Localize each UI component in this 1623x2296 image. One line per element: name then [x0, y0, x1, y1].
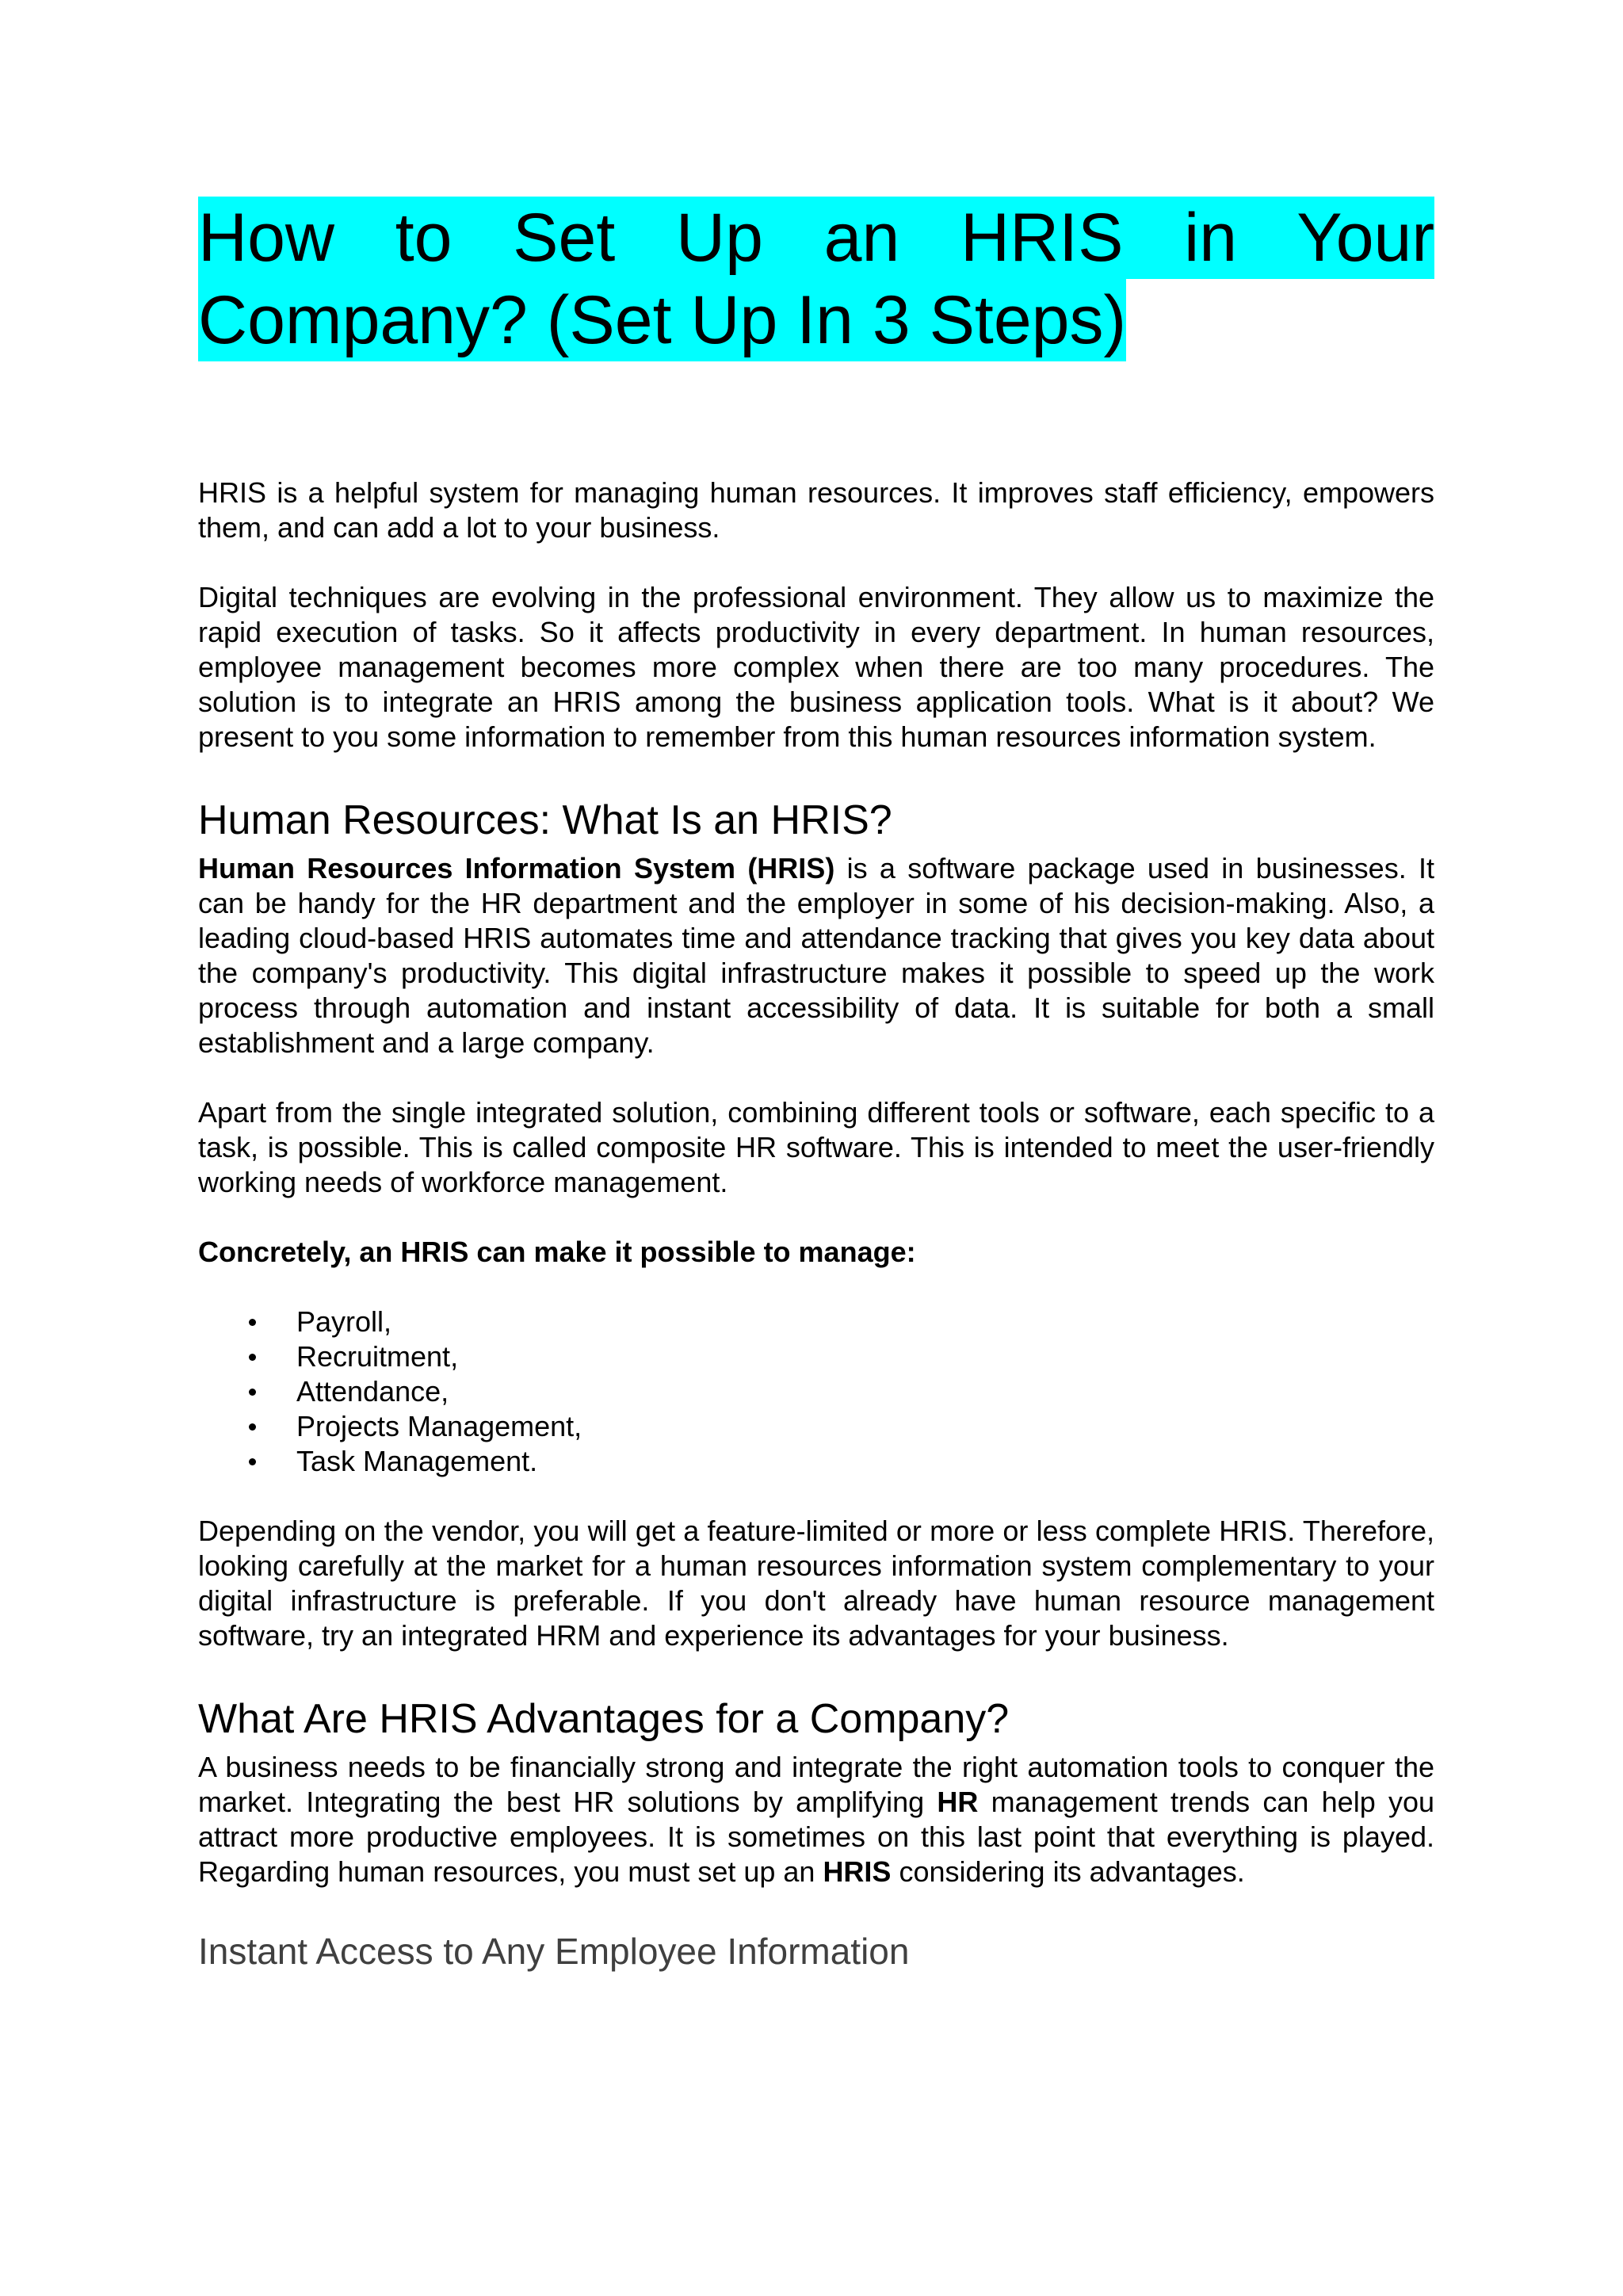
bullet-icon	[249, 1458, 256, 1465]
bullet-icon	[249, 1423, 256, 1431]
title-highlight: How to Set Up an HRIS in Your Company? (Set Up In 3 Steps)	[198, 197, 1434, 361]
list-intro: Concretely, an HRIS can make it possible to manage:	[198, 1236, 916, 1268]
list-item-label: Attendance,	[296, 1375, 449, 1408]
manage-list	[198, 1305, 1434, 1479]
intro-paragraph-1: HRIS is a helpful system for managing human resources. It improves staff efficiency, empowers them, and can add a lot to your business.	[198, 476, 1434, 544]
subheading-instant-access: Instant Access to Any Employee Information	[198, 1931, 910, 1972]
bullet-icon	[249, 1319, 256, 1326]
advantages-text-a: A business needs to be financially strong and integrate the right automation tools to conquer the market. Integrating the best HR solutions by amplifying	[198, 1751, 1434, 1818]
section-heading-what-is-hris: Human Resources: What Is an HRIS?	[198, 797, 892, 843]
bullet-icon	[249, 1389, 256, 1396]
list-item-label: Payroll,	[296, 1305, 392, 1338]
hris-definition-text: is a software package used in businesses. It can be handy for the HR department and the employer in some of his decision-making. Also, a leading cloud-based HRIS automates time and attendance tracking that gives you key data about the company's productivity. This digital infrastructure makes it possible to speed up the work process through automation and instant accessibility of data. It is suitable for both a small establishment and a large company.	[198, 852, 1434, 1059]
list-item-label: Recruitment,	[296, 1340, 459, 1373]
advantages-text-c: management trends can help you attract more productive employees. It is sometimes on this last point that everything is played. Regarding human resources, you must set up an	[198, 1786, 1435, 1888]
section1-paragraph-2: Apart from the single integrated solution, combining different tools or software, each specific to a task, is possible. This is called composite HR software. This is intended to meet the user-friendly working needs of workforce management.	[198, 1096, 1434, 1198]
section1-paragraph-3: Depending on the vendor, you will get a feature-limited or more or less complete HRIS. Therefore, looking carefully at the market for a human resources information system complementary to your digital infrastructure is preferable. If you don't already have human resource management software, try an integrated HRM and experience its advantages for your business.	[198, 1515, 1434, 1652]
list-item	[198, 1305, 1434, 1339]
intro-paragraph-2: Digital techniques are evolving in the professional environment. They allow us to maximize the rapid execution of tasks. So it affects productivity in every department. In human resources, employee management becomes more complex when there are too many procedures. The solution is to integrate an HRIS among the business application tools. What is it about? We present to you some information to remember from this human resources information system.	[198, 581, 1434, 753]
list-item	[198, 1444, 1434, 1479]
advantages-bold-hris: HRIS	[823, 1855, 892, 1888]
section-heading-advantages: What Are HRIS Advantages for a Company?	[198, 1696, 1010, 1742]
document-page	[198, 197, 1434, 1973]
section2-paragraph-1	[198, 1750, 1434, 1889]
hris-definition-term: Human Resources Information System (HRIS)	[198, 852, 835, 884]
advantages-bold-hr: HR	[937, 1786, 979, 1818]
list-item	[198, 1339, 1434, 1374]
list-item-label: Task Management.	[296, 1445, 538, 1477]
section1-paragraph-1	[198, 851, 1434, 1060]
list-item-label: Projects Management,	[296, 1410, 582, 1442]
list-item	[198, 1374, 1434, 1409]
list-item	[198, 1409, 1434, 1444]
advantages-text-e: considering its advantages.	[891, 1855, 1245, 1888]
document-title	[198, 197, 1434, 361]
bullet-icon	[249, 1354, 256, 1361]
